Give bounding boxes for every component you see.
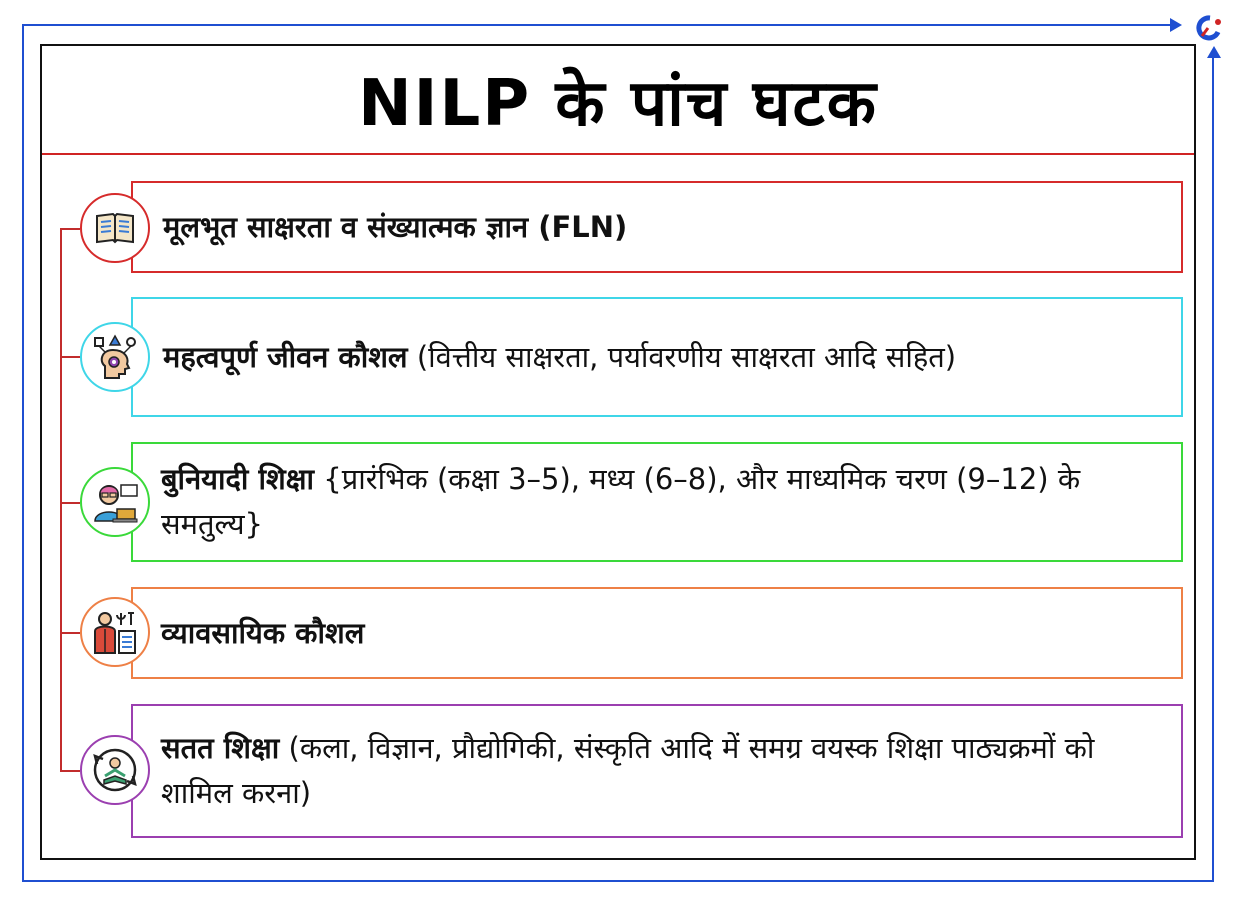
component-text <box>161 726 1163 816</box>
component-detail: (कला, विज्ञान, प्रौद्योगिकी, संस्कृति आदि में समग्र वयस्क शिक्षा पाठ्यक्रमों को शामिल करना) <box>161 731 1095 810</box>
logo-icon <box>1196 14 1224 42</box>
mind-gear-icon <box>80 322 150 392</box>
student-laptop-icon <box>80 467 150 537</box>
component-title: महत्वपूर्ण जीवन कौशल <box>163 339 408 374</box>
continuous-learning-icon <box>80 735 150 805</box>
connector-tick <box>60 770 80 772</box>
component-box-vocational-skills <box>131 587 1183 679</box>
component-title: व्यावसायिक कौशल <box>161 615 365 650</box>
page-title: NILP के पांच घटक <box>358 66 878 141</box>
connector-tick <box>60 228 80 230</box>
connector-tick <box>60 502 80 504</box>
component-box-life-skills <box>131 297 1183 417</box>
arrow-right-icon <box>1170 18 1182 32</box>
arrow-up-icon <box>1207 46 1221 58</box>
component-title: सतत शिक्षा <box>161 731 280 766</box>
component-text <box>161 457 1163 547</box>
title-area <box>42 46 1194 154</box>
connector-spine <box>60 228 62 771</box>
connector-tick <box>60 632 80 634</box>
title-divider <box>42 153 1194 155</box>
connector-tick <box>60 356 80 358</box>
component-detail: (वित्तीय साक्षरता, पर्यावरणीय साक्षरता आदि सहित) <box>407 339 957 374</box>
component-box-fln <box>131 181 1183 273</box>
component-text <box>161 611 364 656</box>
component-title: मूलभूत साक्षरता व संख्यात्मक ज्ञान (FLN) <box>163 209 628 244</box>
component-box-basic-education <box>131 442 1183 562</box>
vocational-tools-icon <box>80 597 150 667</box>
component-title: बुनियादी शिक्षा <box>161 462 315 497</box>
component-detail: {प्रारंभिक (कक्षा 3–5), मध्य (6–8), और माध्यमिक चरण (9–12) के समतुल्य} <box>161 462 1081 541</box>
component-box-continuing-education <box>131 704 1183 838</box>
component-text <box>163 205 627 250</box>
component-text <box>163 335 956 380</box>
book-icon <box>80 193 150 263</box>
